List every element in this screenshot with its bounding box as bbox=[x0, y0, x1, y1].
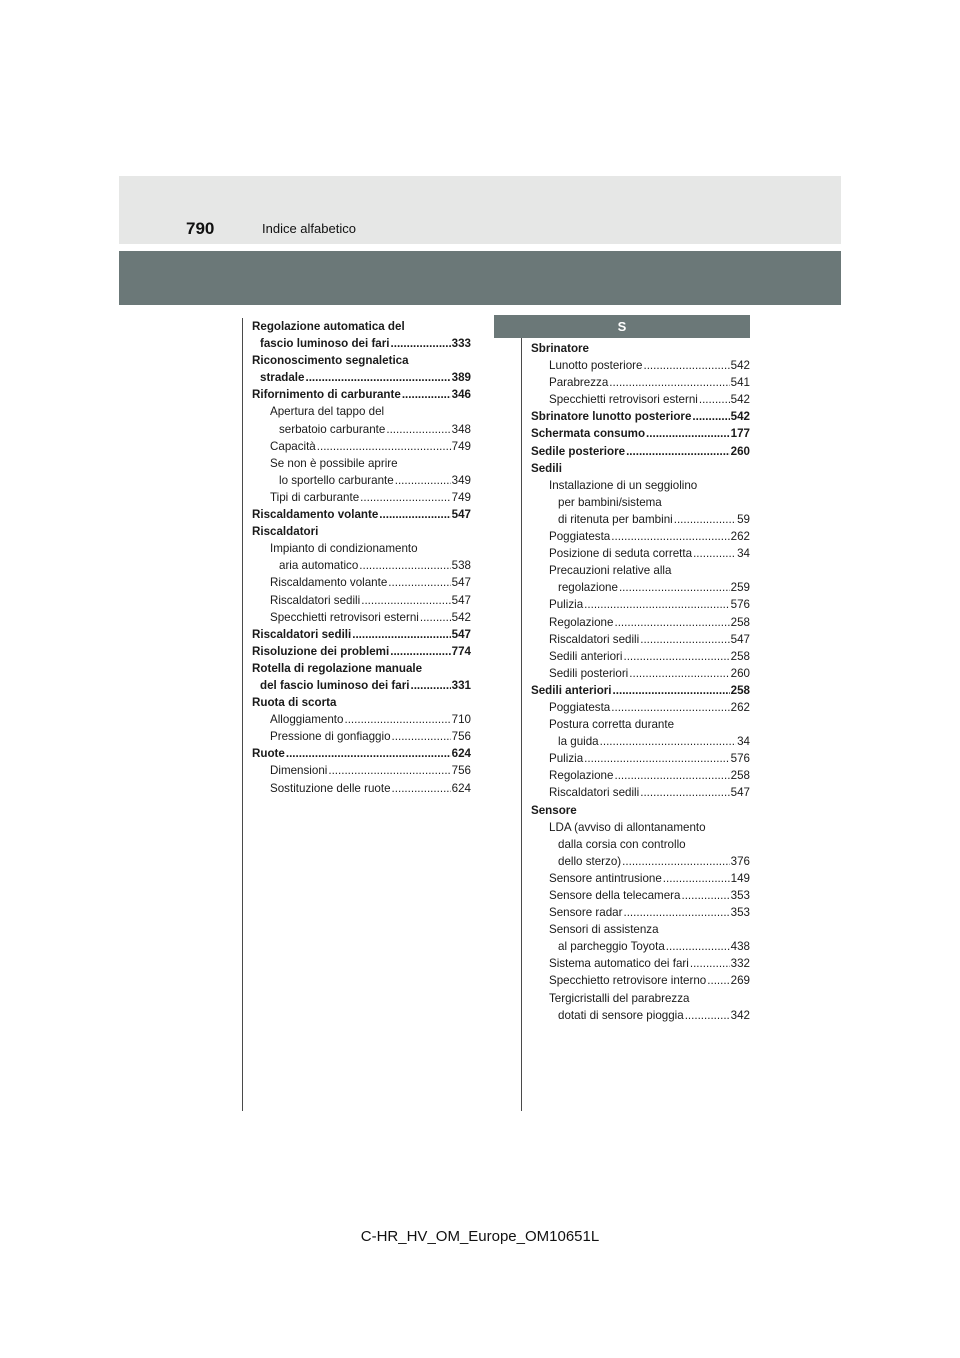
index-entry-text: Tergicristalli del parabrezza bbox=[549, 991, 690, 1005]
index-entry-text: LDA (avviso di allontanamento bbox=[549, 820, 706, 834]
index-entry bbox=[531, 614, 750, 631]
index-entry bbox=[531, 870, 750, 887]
index-entry-text: stradale bbox=[260, 371, 305, 385]
index-entry-text: Postura corretta durante bbox=[549, 718, 675, 732]
index-page-number: 34 bbox=[737, 547, 750, 561]
index-entry bbox=[531, 767, 750, 784]
index-entry bbox=[531, 802, 750, 819]
index-entry-text: Riscaldamento volante bbox=[270, 576, 388, 590]
index-entry-text: Sbrinatore bbox=[531, 342, 589, 355]
index-page-number: 258 bbox=[730, 615, 750, 629]
index-entry bbox=[252, 745, 471, 762]
index-page-number: 349 bbox=[451, 473, 471, 487]
index-entry-text: Riconoscimento segnaletica bbox=[252, 354, 409, 368]
index-entry-text: del fascio luminoso dei fari bbox=[260, 678, 410, 692]
index-entry-text: Ruota di scorta bbox=[252, 696, 337, 710]
index-entry-text: Tipi di carburante bbox=[270, 490, 360, 504]
index-entry-text: Rotella di regolazione manuale bbox=[252, 661, 423, 675]
dot-leader bbox=[640, 784, 729, 801]
index-entry bbox=[252, 386, 471, 403]
index-entry-text: Impianto di condizionamento bbox=[270, 542, 418, 556]
document-code: C-HR_HV_OM_Europe_OM10651L bbox=[360, 1228, 600, 1245]
index-page-number: 749 bbox=[451, 439, 471, 453]
index-entry-text: Sbrinatore lunotto posteriore bbox=[531, 410, 692, 424]
header-band bbox=[119, 176, 841, 244]
dot-leader bbox=[600, 733, 736, 750]
index-page-number: 260 bbox=[730, 666, 750, 680]
index-entry-text: Posizione di seduta corretta bbox=[549, 547, 693, 561]
index-entry-text: Specchietti retrovisori esterni bbox=[270, 610, 419, 624]
dot-leader bbox=[420, 609, 451, 626]
index-entry-text: Installazione di un seggiolino bbox=[549, 478, 698, 492]
dot-leader bbox=[614, 767, 729, 784]
dot-leader bbox=[305, 369, 450, 386]
dot-leader bbox=[352, 626, 450, 643]
index-page-number: 332 bbox=[730, 957, 750, 971]
index-entry bbox=[252, 728, 471, 745]
dot-leader bbox=[619, 579, 730, 596]
dot-leader bbox=[646, 425, 730, 442]
index-entry bbox=[252, 489, 471, 506]
index-page-number: 774 bbox=[451, 644, 471, 658]
index-entry bbox=[531, 972, 750, 989]
index-page-number: 547 bbox=[451, 508, 471, 522]
index-entry-text: Riscaldatori sedili bbox=[549, 632, 640, 646]
index-entry-text: aria automatico bbox=[279, 559, 359, 573]
index-entry bbox=[531, 340, 750, 357]
dot-leader bbox=[663, 870, 730, 887]
dot-leader bbox=[611, 699, 729, 716]
dot-leader bbox=[388, 574, 450, 591]
index-page-number: 258 bbox=[730, 683, 750, 697]
index-entry-text: Sedili anteriori bbox=[549, 649, 623, 663]
index-column-right bbox=[531, 340, 750, 1024]
index-entry bbox=[252, 540, 471, 574]
section-title: Indice alfabetico bbox=[262, 221, 356, 236]
dot-leader bbox=[699, 391, 730, 408]
index-entry bbox=[531, 477, 750, 528]
dot-leader bbox=[359, 557, 450, 574]
index-page-number: 438 bbox=[730, 940, 750, 954]
index-entry bbox=[252, 626, 471, 643]
index-entry bbox=[531, 425, 750, 442]
index-entry-text: di ritenuta per bambini bbox=[558, 512, 673, 526]
index-entry-text: Alloggiamento bbox=[270, 713, 344, 727]
index-entry-text: Sedili posteriori bbox=[549, 666, 629, 680]
index-entry bbox=[531, 955, 750, 972]
index-page-number: 541 bbox=[730, 376, 750, 390]
dot-leader bbox=[643, 357, 729, 374]
index-page-number: 177 bbox=[730, 427, 750, 441]
dot-leader bbox=[392, 780, 451, 797]
dot-leader bbox=[626, 443, 730, 460]
index-entry-text: Riscaldatori sedili bbox=[270, 593, 361, 607]
index-entry bbox=[531, 904, 750, 921]
index-page-number: 260 bbox=[730, 444, 750, 458]
index-entry bbox=[252, 352, 471, 386]
index-entry-text: Sensore bbox=[531, 803, 577, 817]
index-entry-text: Sedile posteriore bbox=[531, 444, 626, 458]
index-entry-text: Pressione di gonfiaggio bbox=[270, 730, 391, 744]
index-entry-text: Pulizia bbox=[549, 752, 584, 766]
left-column-rule bbox=[242, 318, 243, 1111]
dot-leader bbox=[317, 438, 451, 455]
index-entry bbox=[531, 562, 750, 596]
dot-leader bbox=[613, 682, 730, 699]
index-entry bbox=[252, 523, 471, 540]
index-entry bbox=[531, 682, 750, 699]
index-entry bbox=[531, 716, 750, 750]
dot-leader bbox=[629, 665, 729, 682]
index-entry-text: Sedili bbox=[531, 461, 562, 475]
dot-leader bbox=[609, 374, 729, 391]
letter-heading-text: S bbox=[617, 319, 627, 334]
index-entry-text: fascio luminoso dei fari bbox=[260, 337, 390, 351]
index-entry bbox=[531, 665, 750, 682]
index-entry bbox=[252, 780, 471, 797]
index-entry bbox=[531, 631, 750, 648]
index-entry-text: Parabrezza bbox=[549, 376, 609, 390]
index-page-number: 59 bbox=[737, 512, 750, 526]
index-entry bbox=[252, 609, 471, 626]
index-entry-text: Dimensioni bbox=[270, 764, 328, 778]
index-entry-text: dello sterzo) bbox=[558, 854, 622, 868]
index-page-number: 34 bbox=[737, 735, 750, 749]
index-entry bbox=[531, 750, 750, 767]
index-page-number: 542 bbox=[730, 359, 750, 373]
index-entry bbox=[531, 648, 750, 665]
dot-leader bbox=[707, 972, 729, 989]
index-page-number: 342 bbox=[730, 1008, 750, 1022]
index-entry bbox=[531, 784, 750, 801]
letter-heading bbox=[494, 315, 750, 338]
index-entry-text: Sensori di assistenza bbox=[549, 923, 659, 937]
index-entry-text: Precauzioni relative alla bbox=[549, 564, 672, 578]
index-page-number: 542 bbox=[730, 393, 750, 407]
index-page-number: 547 bbox=[730, 786, 750, 800]
dot-leader bbox=[344, 711, 450, 728]
index-page-number: 710 bbox=[451, 713, 471, 727]
index-entry bbox=[531, 545, 750, 562]
index-entry-text: Sedili anteriori bbox=[531, 683, 612, 697]
dot-leader bbox=[623, 648, 729, 665]
index-page-number: 348 bbox=[451, 422, 471, 436]
index-entry bbox=[531, 699, 750, 716]
index-entry bbox=[531, 460, 750, 477]
index-page-number: 624 bbox=[451, 781, 471, 795]
dot-leader bbox=[681, 887, 729, 904]
index-entry-text: dalla corsia con controllo bbox=[558, 837, 686, 851]
index-entry-text: serbatoio carburante bbox=[279, 422, 386, 436]
index-entry-text: per bambini/sistema bbox=[558, 495, 662, 509]
dot-leader bbox=[286, 745, 451, 762]
index-entry-text: al parcheggio Toyota bbox=[558, 940, 665, 954]
index-entry bbox=[531, 596, 750, 613]
dot-leader bbox=[402, 386, 451, 403]
index-page-number: 756 bbox=[451, 764, 471, 778]
index-entry bbox=[252, 711, 471, 728]
dot-leader bbox=[379, 506, 450, 523]
index-entry-text: Riscaldatori sedili bbox=[252, 627, 352, 641]
dot-leader bbox=[611, 528, 729, 545]
index-entry bbox=[252, 455, 471, 489]
index-entry-text: Apertura del tappo del bbox=[270, 405, 385, 419]
index-entry-text: Schermata consumo bbox=[531, 427, 646, 441]
dot-leader bbox=[584, 750, 730, 767]
index-entry-text: Poggiatesta bbox=[549, 530, 611, 544]
dot-leader bbox=[395, 472, 451, 489]
index-entry-text: Riscaldamento volante bbox=[252, 508, 379, 522]
index-page-number: 749 bbox=[451, 490, 471, 504]
index-entry bbox=[252, 762, 471, 779]
index-entry bbox=[531, 921, 750, 955]
index-entry bbox=[531, 391, 750, 408]
dot-leader bbox=[666, 938, 730, 955]
index-page-number: 258 bbox=[730, 769, 750, 783]
dot-leader bbox=[693, 545, 736, 562]
index-entry-text: Regolazione bbox=[549, 769, 614, 783]
index-page-number: 538 bbox=[451, 559, 471, 573]
dot-leader bbox=[392, 728, 451, 745]
dot-leader bbox=[623, 904, 729, 921]
index-page-number: 331 bbox=[451, 678, 471, 692]
index-page-number: 262 bbox=[730, 700, 750, 714]
index-page-number: 353 bbox=[730, 889, 750, 902]
index-page-number: 262 bbox=[730, 530, 750, 544]
index-entry bbox=[531, 528, 750, 545]
dot-leader bbox=[685, 1007, 730, 1024]
index-entry bbox=[531, 887, 750, 904]
dot-leader bbox=[690, 955, 730, 972]
index-page-number: 547 bbox=[451, 576, 471, 590]
index-entry-text: lo sportello carburante bbox=[279, 473, 394, 487]
index-page-number: 376 bbox=[730, 854, 750, 868]
index-page-number: 624 bbox=[451, 747, 471, 761]
index-entry bbox=[531, 443, 750, 460]
index-entry-text: Ruote bbox=[252, 747, 285, 761]
index-entry bbox=[252, 574, 471, 591]
index-page-number: 346 bbox=[451, 388, 471, 402]
index-entry-text: la guida bbox=[558, 735, 599, 749]
index-page-number: 576 bbox=[730, 598, 750, 612]
index-entry-text: regolazione bbox=[558, 581, 618, 595]
index-entry bbox=[252, 592, 471, 609]
index-entry bbox=[531, 819, 750, 870]
index-page-number: 756 bbox=[451, 730, 471, 744]
index-entry-text: Pulizia bbox=[549, 598, 584, 612]
index-entry-text: Sensore antintrusione bbox=[549, 871, 662, 885]
index-entry-text: Sensore radar bbox=[549, 906, 623, 920]
index-page-number: 389 bbox=[451, 371, 471, 385]
middle-column-rule bbox=[521, 338, 522, 1111]
dot-leader bbox=[391, 335, 451, 352]
index-entry bbox=[252, 318, 471, 352]
index-entry bbox=[252, 438, 471, 455]
index-entry-text: dotati di sensore pioggia bbox=[558, 1008, 684, 1022]
index-entry bbox=[531, 374, 750, 391]
dot-leader bbox=[640, 631, 729, 648]
index-entry-text: Poggiatesta bbox=[549, 700, 611, 714]
index-page-number: 576 bbox=[730, 752, 750, 766]
index-entry bbox=[252, 403, 471, 437]
index-page-number: 547 bbox=[451, 627, 471, 641]
index-entry-text: Sistema automatico dei fari bbox=[549, 957, 689, 971]
dot-leader bbox=[692, 408, 729, 425]
index-page-number: 258 bbox=[730, 649, 750, 663]
header-dark-band bbox=[119, 251, 841, 305]
index-entry-text: Specchietti retrovisori esterni bbox=[549, 393, 698, 407]
index-entry-text: Se non è possibile aprire bbox=[270, 456, 398, 470]
dot-leader bbox=[360, 489, 451, 506]
index-page-number: 542 bbox=[730, 410, 750, 424]
index-entry-text: Risoluzione dei problemi bbox=[252, 644, 390, 658]
index-page-number: 149 bbox=[730, 871, 750, 885]
index-entry-text: Regolazione bbox=[549, 615, 614, 629]
index-entry bbox=[531, 408, 750, 425]
index-entry bbox=[531, 357, 750, 374]
index-page-number: 353 bbox=[730, 906, 750, 920]
index-column-left bbox=[252, 318, 471, 797]
index-entry bbox=[252, 506, 471, 523]
index-entry-text: Capacità bbox=[270, 439, 316, 453]
index-entry-text: Regolazione automatica del bbox=[252, 320, 405, 333]
index-page-number: 333 bbox=[451, 337, 471, 351]
index-entry-text: Sensore della telecamera bbox=[549, 889, 681, 902]
index-page-number: 259 bbox=[730, 581, 750, 595]
dot-leader bbox=[390, 643, 450, 660]
page-number: 790 bbox=[186, 219, 215, 238]
dot-leader bbox=[410, 677, 450, 694]
index-entry bbox=[252, 694, 471, 711]
index-page-number: 542 bbox=[451, 610, 471, 624]
index-entry bbox=[252, 643, 471, 660]
dot-leader bbox=[674, 511, 736, 528]
index-entry bbox=[531, 990, 750, 1024]
index-entry-text: Rifornimento di carburante bbox=[252, 388, 401, 402]
index-page-number: 547 bbox=[730, 632, 750, 646]
index-entry-text: Specchietto retrovisore interno bbox=[549, 974, 707, 988]
dot-leader bbox=[614, 614, 729, 631]
index-entry bbox=[252, 660, 471, 694]
dot-leader bbox=[328, 762, 450, 779]
index-entry-text: Lunotto posteriore bbox=[549, 359, 643, 373]
index-entry-text: Riscaldatori sedili bbox=[549, 786, 640, 800]
index-page-number: 269 bbox=[730, 974, 750, 988]
dot-leader bbox=[386, 421, 450, 438]
dot-leader bbox=[622, 853, 730, 870]
index-page-number: 547 bbox=[451, 593, 471, 607]
dot-leader bbox=[361, 592, 450, 609]
index-entry-text: Sostituzione delle ruote bbox=[270, 781, 391, 795]
index-entry-text: Riscaldatori bbox=[252, 525, 319, 539]
dot-leader bbox=[584, 596, 730, 613]
